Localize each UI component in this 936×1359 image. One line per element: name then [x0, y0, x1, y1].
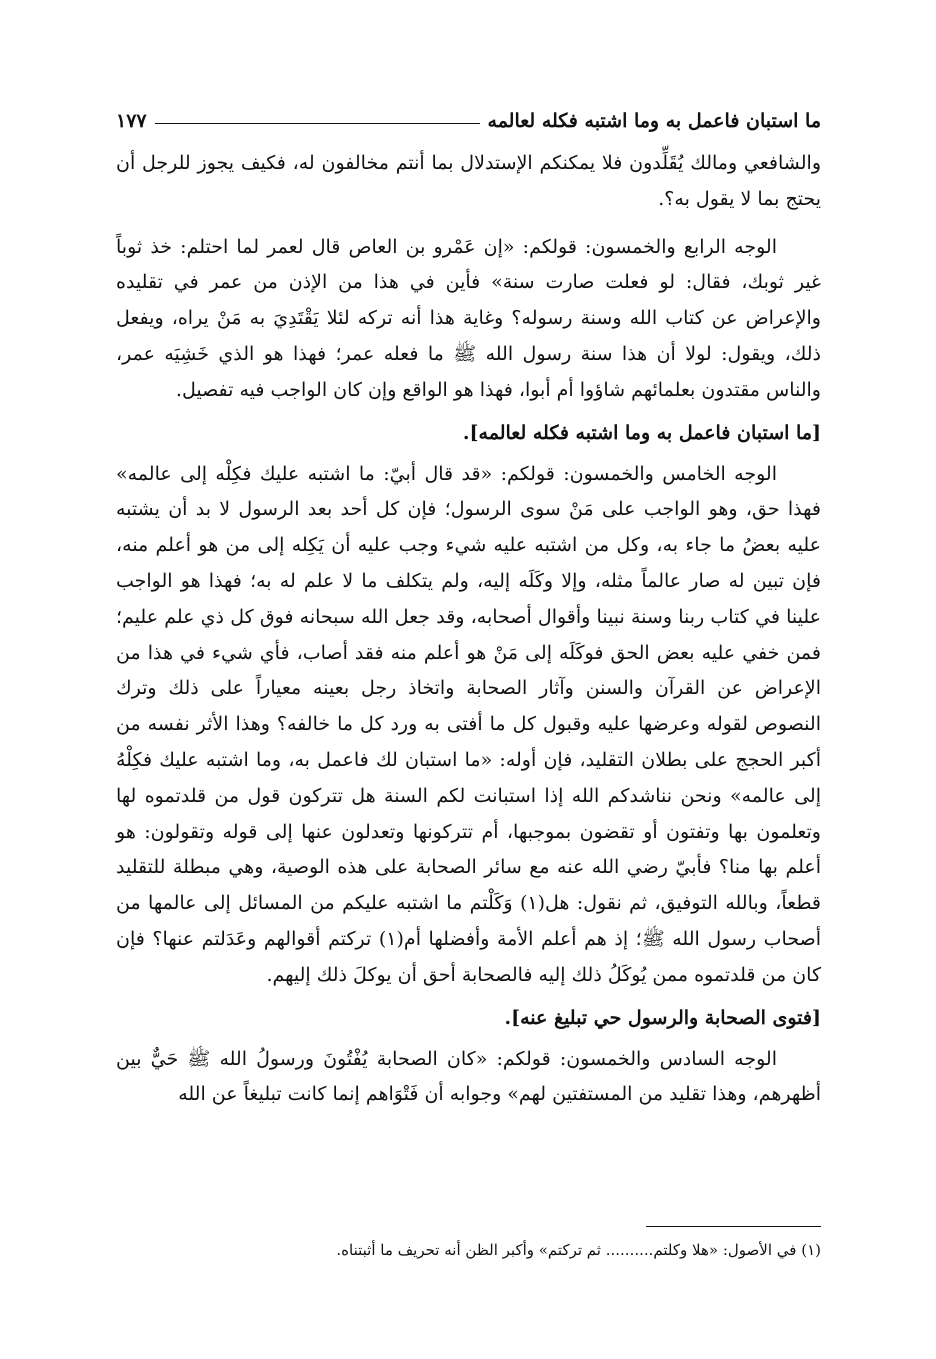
running-head — [116, 92, 821, 132]
book-page — [116, 92, 821, 1113]
footnote-rule — [646, 1226, 821, 1227]
paragraph-continuation: والشافعي ومالك يُقَلِّدون فلا يمكنكم الإستدلال بما أنتم مخالفون له، فكيف يجوز للرجل أن يحتج بما لا يقول به؟. — [116, 152, 821, 210]
paragraph-fifty-fourth: الوجه الرابع والخمسون: قولكم: «إن عَمْرو بن العاص قال لعمر لما احتلم: خذ ثوباً غير ثوبك، فقال: لو فعلت صارت سنة» فأين في هذا من الإذن من عمر في تقليده والإعراض عن كتاب الله وسنة رسوله؟ وغاية هذا أنه تركه لئلا يَقْتَدِيَ به مَنْ يراه، ويفعل ذلك، ويقول: لولا أن هذا سنة رسول الله ﷺ ما فعله عمر؛ فهذا هو الذي خَشِيَه عمر، والناس مقتدون بعلمائهم شاؤوا أم أبوا، فهذا هو الواقع وإن كان الواجب فيه تفصيل. — [116, 235, 821, 401]
section-heading-istaban: [ما استبان فاعمل به وما اشتبه فكله لعالمه]. — [462, 421, 821, 444]
page-number: ١٧٧ — [116, 110, 147, 132]
paragraph-fifty-fifth: الوجه الخامس والخمسون: قولكم: «قد قال أبيّ: ما اشتبه عليك فكِلْه إلى عالمه» فهذا حق، وهو الواجب على مَنْ سوى الرسول؛ فإن كل أحد بعد الرسول لا بد أن يشتبه عليه بعضُ ما جاء به، وكل من اشتبه عليه شيء وجب عليه أن يَكِله إلى من هو أعلم منه، فإن تبين له صار عالماً مثله، وإلا وكَلَه إليه، ولم يتكلف ما لا علم له به؛ فهذا هو الواجب علينا في كتاب ربنا وسنة نبينا وأقوال أصحابه، وقد جعل الله سبحانه فوق كل ذي علم عليم؛ فمن خفي عليه بعض الحق فوكَلَه إلى مَنْ هو أعلم منه فقد أصاب، فأي شيء في هذا من الإعراض عن القرآن والسنن وآثار الصحابة واتخاذ رجل بعينه معياراً على ذلك وترك النصوص لقوله وعرضها عليه وقبول كل ما أفتى به ورد كل ما خالفه؟ وهذا الأثر نفسه من أكبر الحجج على بطلان التقليد، فإن أوله: «ما استبان لك فاعمل به، وما اشتبه عليك فكِلْهُ إلى عالمه» ونحن نناشدكم الله إذا استبانت لكم السنة هل تتركون قول من قلدتموه لها وتعلمون بها وتفتون أو تقضون بموجبها، أم تتركونها وتعدلون عنها إلى قوله وتقولون: هو أعلم بها منا؟ فأبيّ رضي الله عنه مع سائر الصحابة على هذه الوصية، وهي مبطلة للتقليد قطعاً، وبالله التوفيق، ثم نقول: هل(١) وَكَلْتم ما اشتبه عليكم من المسائل إلى عالمها من أصحاب رسول الله ﷺ؛ إذ هم أعلم الأمة وأفضلها أم(١) تركتم أقوالهم وعَدَلتم عنها؟ فإن كان من قلدتموه ممن يُوكَلُ ذلك إليه فالصحابة أحق أن يوكلَ ذلك إليهم. — [116, 462, 822, 986]
section-heading-fatwa: [فتوى الصحابة والرسول حي تبليغ عنه]. — [504, 1006, 821, 1029]
footnote: (١) في الأصول: «هلا وكلتم.......... ثم تركتم» وأكبر الظن أنه تحريف ما أثبتناه. — [336, 1241, 821, 1259]
running-head-rule — [155, 123, 480, 124]
running-head-title: ما استبان فاعمل به وما اشتبه فكله لعالمه — [487, 110, 821, 132]
body-text — [116, 146, 821, 1113]
paragraph-fifty-sixth: الوجه السادس والخمسون: قولكم: «كان الصحابة يُفْتُونَ ورسولُ الله ﷺ حَيٌّ بين أظهرهم، وهذا تقليد من المستفتين لهم» وجوابه أن فَتْوَاهم إنما كانت تبليغاً عن الله — [116, 1047, 821, 1106]
